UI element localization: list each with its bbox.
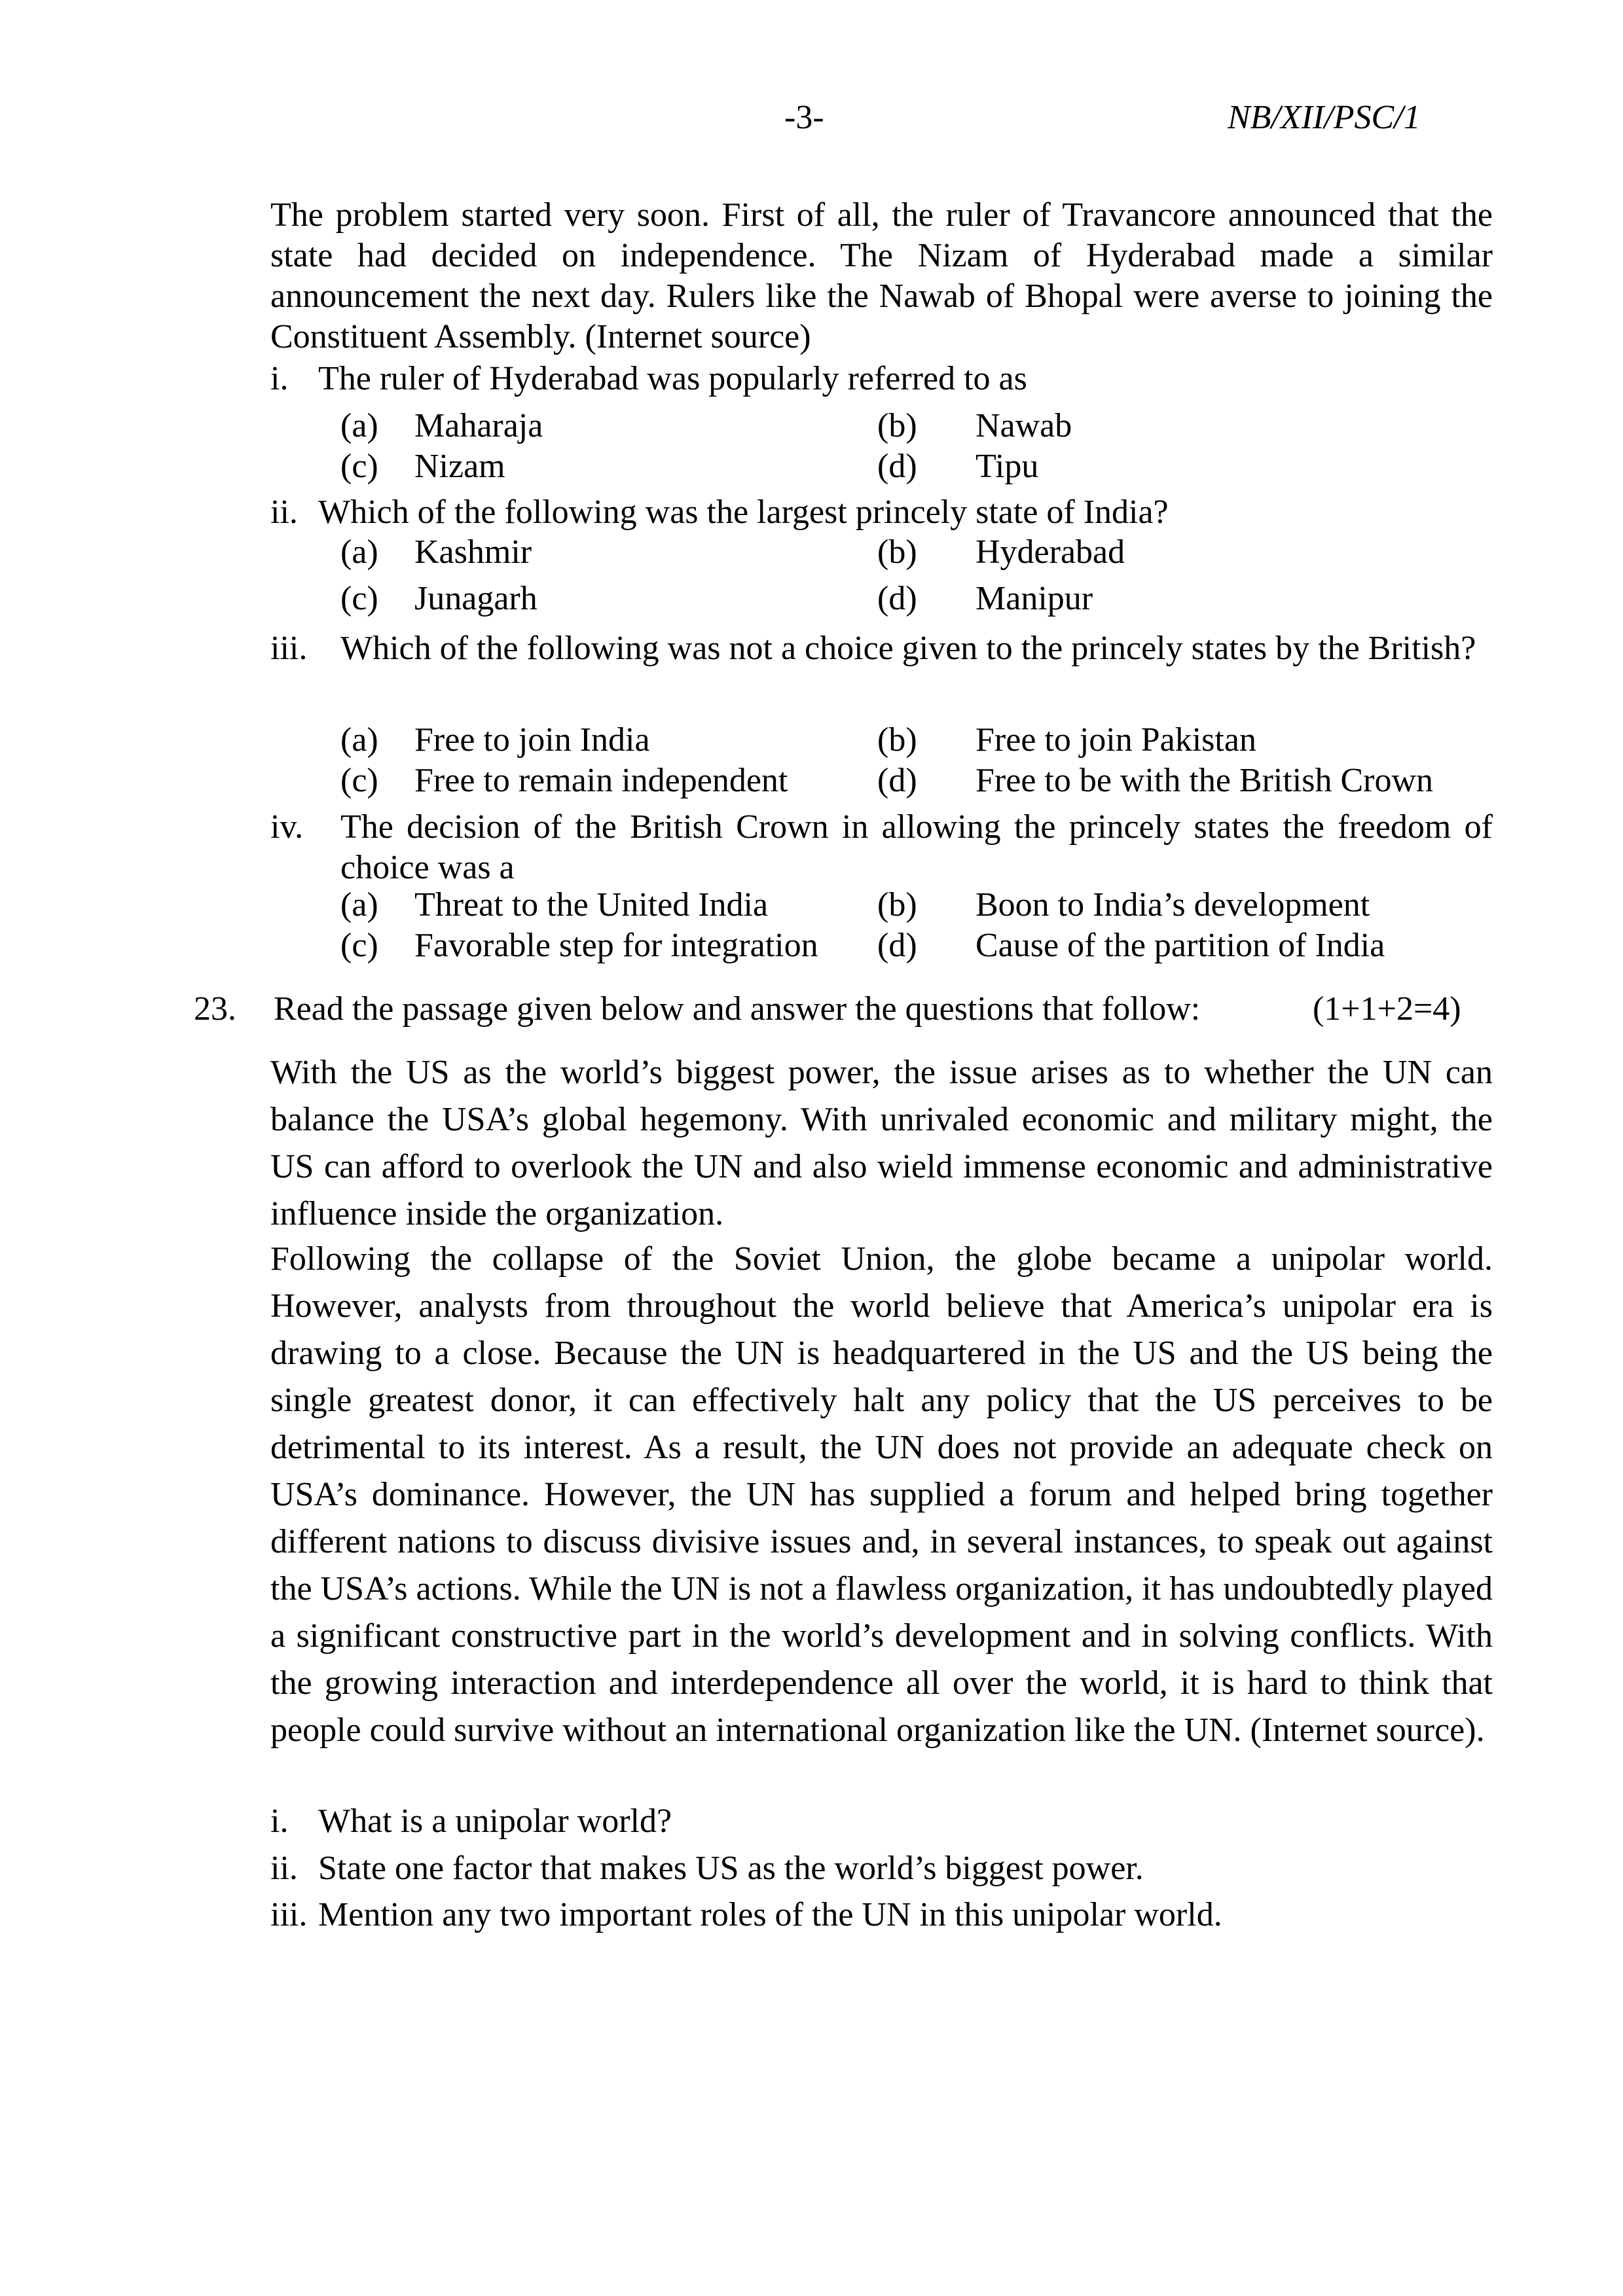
page-number: -3- <box>784 99 824 136</box>
q22-ii-option-d: (d) Manipur <box>877 580 1093 617</box>
question-number: ii. <box>270 493 298 531</box>
q22-iv-option-b: (b) Boon to India’s development <box>877 886 1370 924</box>
question-text: The decision of the British Crown in allowing the princely states the freedom of choice was a <box>340 808 1493 886</box>
q23-instruction: Read the passage given below and answer the questions that follow: <box>274 990 1201 1028</box>
q23-marks: (1+1+2=4) <box>1313 990 1461 1028</box>
q22-ii-option-c: (c) Junagarh <box>340 580 538 617</box>
question-number: iii. <box>270 1896 308 1933</box>
question-text: Which of the following was not a choice given to the princely states by the British? <box>340 630 1476 667</box>
paper-code: NB/XII/PSC/1 <box>1228 99 1421 136</box>
question-number: i. <box>270 1803 289 1840</box>
q22-i-option-a: (a) Maharaja <box>340 407 543 444</box>
question-text: What is a unipolar world? <box>318 1803 672 1840</box>
q22-iii-option-a: (a) Free to join India <box>340 721 650 759</box>
q23-number: 23. <box>194 990 236 1028</box>
q22-iv <box>270 807 1493 888</box>
question-text: Which of the following was the largest princely state of India? <box>318 493 1169 531</box>
q22-ii-option-a: (a) Kashmir <box>340 533 532 571</box>
q22-iv-option-c: (c) Favorable step for integration <box>340 927 818 964</box>
q22-iv-option-a: (a) Threat to the United India <box>340 886 769 924</box>
q22-ii <box>270 492 1169 533</box>
q23-iii <box>270 1892 1222 1938</box>
q22-i-option-c: (c) Nizam <box>340 448 505 485</box>
q22-iii-option-d: (d) Free to be with the British Crown <box>877 762 1434 799</box>
q22-iv-option-d: (d) Cause of the partition of India <box>877 927 1385 964</box>
question-number: i. <box>270 360 289 397</box>
q22-iii <box>270 625 1493 672</box>
question-number: iv. <box>270 808 304 846</box>
question-number: ii. <box>270 1850 298 1887</box>
q23-passage-2: Following the collapse of the Soviet Union, the globe became a unipolar world. However, analysts from throughout the world believe that America’s unipolar era is drawing to a close. Because the UN is headquartered in the US and the US being the single greatest donor, it can effectively halt any policy that the US perceives to be detrimental to its interest. As a result, the UN does not provide an adequate check on USA’s dominance. However, the UN has supplied a forum and helped bring together different nations to discuss divisive issues and, in several instances, to speak out against the USA’s actions. While the UN is not a flawless organization, it has undoubtedly played a significant constructive part in the world’s development and in solving conflicts. With the growing interaction and interdependence all over the world, it is hard to think that people could survive without an international organization like the UN. (Internet source). <box>270 1240 1493 1749</box>
question-text: The ruler of Hyderabad was popularly referred to as <box>318 360 1027 397</box>
q22-i-option-b: (b) Nawab <box>877 407 1072 444</box>
q22-i-option-d: (d) Tipu <box>877 448 1039 485</box>
q22-iii-option-b: (b) Free to join Pakistan <box>877 721 1256 759</box>
q22-iii-option-c: (c) Free to remain independent <box>340 762 788 799</box>
passage-22: The problem started very soon. First of all, the ruler of Travancore announced that the state had decided on independence. The Nizam of Hyderabad made a similar announcement the next day. Rulers like the Nawab of Bhopal were averse to joining the Constituent Assembly. (Internet source) <box>270 196 1493 355</box>
q22-i <box>270 359 1027 399</box>
q23-passage-1: With the US as the world’s biggest power, the issue arises as to whether the UN can balance the USA’s global hegemony. With unrivaled economic and military might, the US can afford to overlook the UN and also wield immense economic and administrative influence inside the organization. <box>270 1054 1493 1232</box>
q23-i <box>270 1799 672 1844</box>
q23-ii <box>270 1846 1144 1892</box>
q22-ii-option-b: (b) Hyderabad <box>877 533 1125 571</box>
question-text: Mention any two important roles of the UN in this unipolar world. <box>318 1896 1222 1933</box>
question-number: iii. <box>270 630 308 667</box>
question-text: State one factor that makes US as the world’s biggest power. <box>318 1850 1144 1887</box>
